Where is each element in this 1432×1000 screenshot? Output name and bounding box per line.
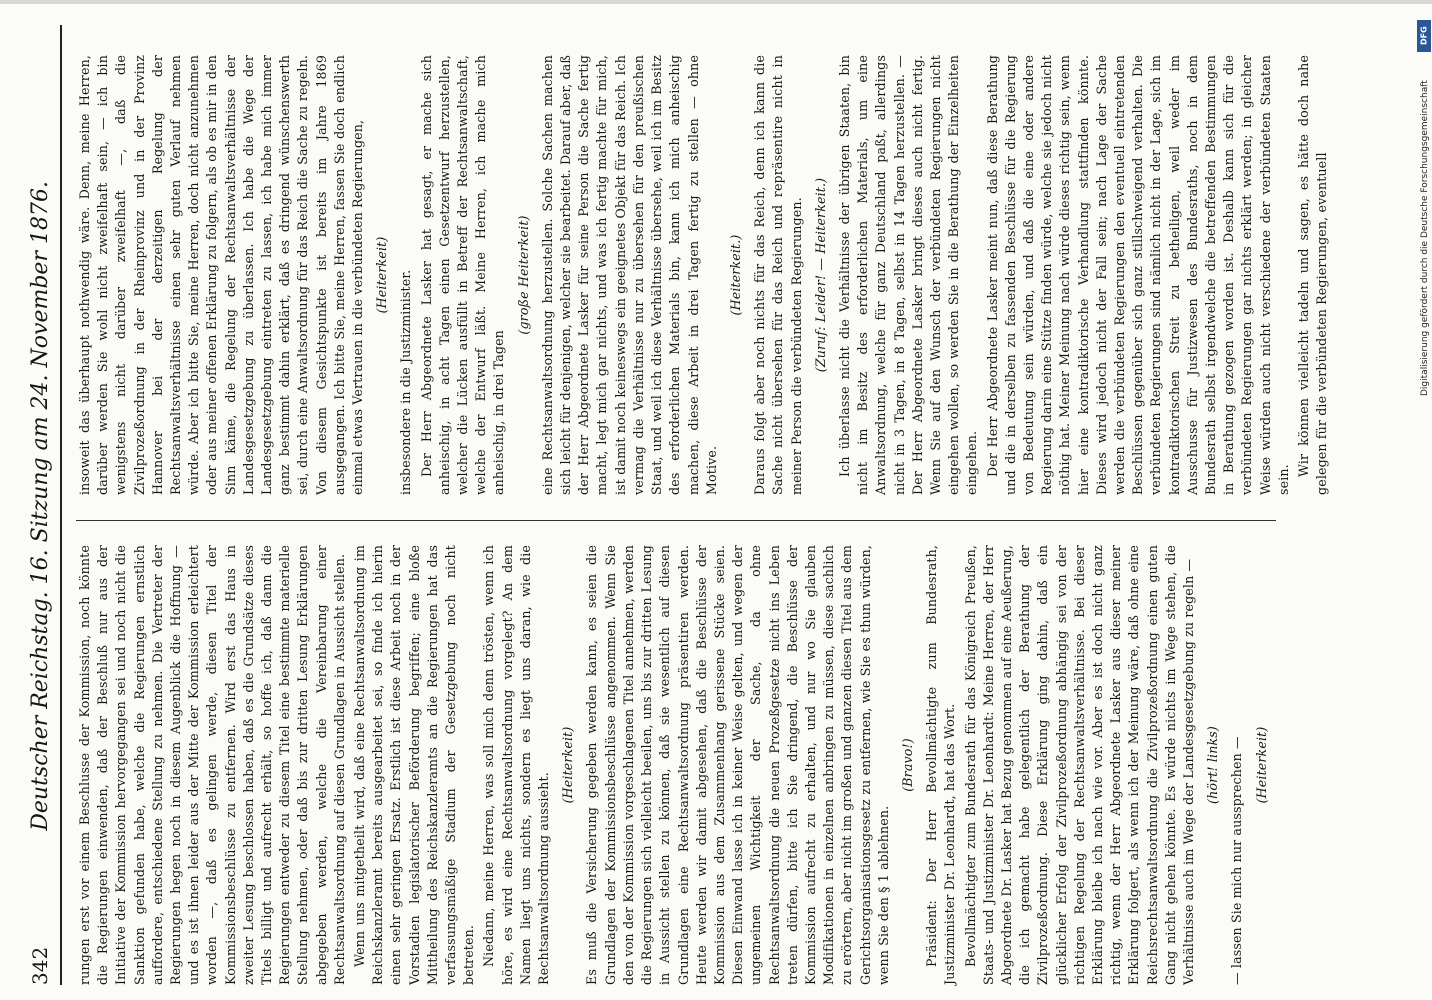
left-paragraph: Es muß die Versicherung gegeben werden kann, es seien die Grundlagen der Kommissionsbeschlüsse angenommen. Wenn Sie den von der Kommission vorgeschlagenen Titel annehmen, werden die Regierungen sich vielleicht beeilen, uns bis zur dritten Lesung in Aussicht stellen zu können, daß sie wesentlich auf diesen Grundlagen eine Rechtsanwaltsordnung präsentiren werden. Heute werden wir damit abgesehen, daß die Beschlüsse der Kommission aus dem Zusammenhang gerissene Stücke seien. Diesen Einwand lasse ich in keiner Weise gelten, und wegen der ungemeinen Wichtigkeit der Sache, da ohne Rechtsanwaltsordnung die neuen Prozeßgesetze nicht ins Leben treten dürfen, bitte ich Sie dringend, die Beschlüsse der Kommission aufrecht zu erhalten, und nur wo Sie glauben Modifikationen in einzelnen anbringen zu müssen, diese sachlich zu erörtern, aber nicht im großen und ganzen diesen Titel aus dem Gerichtsorganisationsgesetz zu entfernen, wie Sie es thun würden, wenn Sie den § 1 ablehnen.	[584, 545, 891, 985]
page-number: 342	[28, 946, 52, 985]
interjection: (Heiterkeit.)	[727, 234, 743, 316]
left-paragraph: Niedann, meine Herren, was soll mich denn trösten, wenn ich höre, es wird eine Rechtsanwaltsordnung vorgelegt? An dem Namen liegt uns nichts, sondern es liegt uns daran, wie die Rechtsanwaltsordnung aussieht.	[481, 545, 552, 985]
rotated-document-page	[20, 25, 1380, 985]
running-title: Deutscher Reichstag. 16. Sitzung am 24. November 1876.	[27, 181, 53, 831]
scan-edge	[0, 0, 1432, 4]
right-paragraph: Der Herr Abgeordnete Lasker hat gesagt, er mache sich anheischig, in acht Tagen einen Gesetzentwurf herzustellen, welcher die Lücken ausfüllt in Betreff der Rechtsanwaltschaft, welche der Entwurf läßt. Meine Herren, ich mache mich anheischig, in drei Tagen	[418, 55, 507, 495]
left-paragraph: Wenn uns mitgetheilt wird, daß eine Rechtsanwaltsordnung im Reichskanzleramt bereits ausgearbeitet sei, so finde ich hierin einen sehr geringen Ersatz. Erstlich ist diese Arbeit noch in der Vorstadien legislatorischer Beförderung begriffen; eine bloße Mittheilung des Reichskanzleramts an die Regierungen hat das verfassungsmäßige Stadium der Gesetzgebung noch nicht betreten.	[352, 545, 477, 985]
column-divider	[76, 520, 1276, 521]
right-paragraph: Daraus folgt aber noch nichts für das Reich, denn ich kann die Sache nicht übersehen für das Reich und repräsentire nicht in meiner Person die verbündeten Regierungen.	[752, 55, 804, 495]
interjection: (große Heiterkeit)	[515, 215, 531, 335]
page-header	[20, 25, 62, 985]
interjection: (Heiterkeit)	[560, 726, 576, 804]
interjection: (Heiterkeit)	[374, 236, 390, 314]
minister-speech: Bevollmächtigter zum Bundesrath für das Königreich Preußen, Staats- und Justizminister Dr. Leonhardt: Meine Herren, der Herr Abgeordnete Dr. Lasker hat Bezug genommen auf eine Aeußerung, die ich gemacht habe gelegentlich der Berathung der Zivilprozeßordnung. Diese Erklärung ging dahin, daß ein glücklicher Erfolg der Zivilprozeßordnung abhängig sei von der richtigen Regelung der Rechtsanwaltsverhältnisse. Bei dieser Erklärung bleibe ich nach wie vor. Aber es ist doch nicht ganz richtig, wenn der Herr Abgeordnete Lasker aus dieser meiner Erklärung folgert, als wenn ich der Meinung wäre, daß ohne eine Reichsrechtsanwaltsordnung die Zivilprozeßordnung einen guten Gang nicht gehen könnte. Es würde nichts im Wege stehen, die Verhältnisse auch im Wege der Landesgesetzgebung zu regeln —	[962, 545, 1196, 985]
digitization-credit: Digitalisierung gefördert durch die Deutsche Forschungsgemeinschaft	[1420, 80, 1430, 396]
right-paragraph: Der Herr Abgeordnete Lasker meint nun, daß diese Berathung und die in derselben zu fassenden Beschlüsse für die Regierung von Bedeutung sein würden, und daß die eine oder andere Regierung darin eine Stütze finden würde, welche sie jedoch nicht nöthig hat. Meiner Meinung nach würde dieses richtig sein, wenn hier eine kontradiktorische Verhandlung stattfinden könnte. Dieses wird jedoch nicht der Fall sein; nach Lage der Sache werden die verbündeten Regierungen den eventuell eintretenden Beschlüssen gegenüber sich ganz stillschweigend verhalten. Die verbündeten Regierungen sind nämlich nicht in der Lage, sich im kontradiktorischen Streit zu betheiligen, weil weder im Ausschusse für Justizwesen des Bundesraths, noch in dem Bundesrath selbst irgendwelche die betreffenden Bestimmungen in Berathung gezogen worden ist. Deshalb kann sich für die verbündeten Regierungen gar nichts erklärt werden; in gleicher Weise würden auch nicht verschiedene der verbündeten Staaten sein.	[984, 55, 1291, 495]
left-paragraph: rungen erst vor einem Beschlusse der Kommission, noch könnte die Regierungen einwenden, daß der Beschluß nur aus der Initiative der Kommission hervorgegangen sei und noch nicht die Sanktion gefunden habe, welche die Regierungen ernstlich auffordere, entschiedene Stellung zu nehmen. Die Vertreter der Regierungen hegen noch in diesem Augenblick die Hoffnung — und es ist ihnen leider aus der Mitte der Kommission erleichtert worden —, daß es gelingen werde, diesen Titel der Kommissionsbeschlüsse zu entfernen. Wird erst das Haus in zweiter Lesung beschlossen haben, daß es die Grundsätze dieses Titels billigt und aufrecht erhält, so hoffe ich, daß dann die Regierungen entweder zu diesem Titel eine bestimmte materielle Stellung nehmen, oder daß bis zur dritten Lesung Erklärungen abgegeben werden, welche die Vereinbarung einer Rechtsanwaltsordnung auf diesen Grundlagen in Aussicht stellen.	[77, 545, 347, 985]
president-remark: Präsident: Der Herr Bevollmächtigte zum Bundesrath, Justizminister Dr. Leonhardt, hat das Wort.	[924, 545, 958, 985]
dfg-logo: DFG	[1417, 20, 1431, 52]
right-paragraph: Wir können vielleicht tadeln und sagen, es hätte doch nahe gelegen für die verbündeten Regierungen, eventuell	[1296, 55, 1330, 495]
interjection: (Heiterkeit)	[1253, 726, 1269, 804]
right-paragraph: Ich überlasse nicht die Verhältnisse der übrigen Staaten, bin nicht im Besitz des erforderlichen Materials, um eine Anwaltsordnung, welche für ganz Deutschland paßt, allerdings nicht in 3 Tagen, in 8 Tagen, selbst in 14 Tagen herzustellen. — Der Herr Abgeordnete Lasker bringt dieses auch nicht fertig. Wenn Sie auf den Wunsch der verbündeten Regierungen nicht eingehen wollen, so werden Sie in die Berathung der Einzelheiten eingehen.	[836, 55, 980, 495]
right-paragraph: insoweit das überhaupt nothwendig wäre. Denn, meine Herren, darüber werden Sie wohl nicht zweifelhaft sein, — ich bin wenigstens nicht darüber zweifelhaft —, daß die Zivilprozeßordnung in der Rheinprovinz und in der Provinz Hannover bei der derzeitigen Regelung der Rechtsanwaltsverhältnisse einen sehr guten Verlauf nehmen würde. Aber ich bitte Sie, meine Herren, doch nicht anzunehmen oder aus meiner offenen Erklärung zu folgern, als ob es mir in den Sinn käme, die Regelung der Rechtsanwaltsverhältnisse der Landesgesetzgebung zu überlassen. Ich habe die Wege der Landesgesetzgebung eintreten zu lassen, ich habe mich immer ganz bestimmt dahin erklärt, daß es dringend wünschenswerth sei, durch eine Anwaltsordnung für das Reich die Sache zu regeln. Von diesem Gesichtspunkte ist bereits im Jahre 1869 ausgegangen. Ich bitte Sie, meine Herren, fassen Sie doch endlich einmal etwas Vertrauen in die verbündeten Regierungen,	[77, 55, 366, 495]
left-column	[76, 545, 1277, 985]
left-paragraph: — lassen Sie mich nur aussprechen —	[1229, 736, 1245, 985]
interjection: (Zuruf: Leider! — Heiterkeit.)	[812, 177, 828, 373]
interjection: (hört! links)	[1205, 726, 1221, 804]
right-paragraph: eine Rechtsanwaltsordnung herzustellen. Solche Sachen machen sich leicht für denjenigen, welcher sie bearbeitet. Darauf aber, daß der Herr Abgeordnete Lasker für seine Person die Sache fertig macht, legt mich gar nichts, und was ich fertig machte für mich, ist damit noch keineswegs ein geeignetes Objekt für das Reich. Ich vermag die Verhältnisse nur zu übersehen für den preußischen Staat, und weil ich diese Verhältnisse übersehe, weil ich im Besitz des erforderlichen Materials bin, kann ich mich anheischig machen, diese Arbeit in drei Tagen fertig zu stellen — ohne Motive.	[539, 55, 719, 495]
right-column	[76, 55, 1333, 495]
interjection: (Bravo!)	[899, 738, 915, 792]
right-paragraph: insbesondere in die Justizminister.	[398, 269, 414, 495]
